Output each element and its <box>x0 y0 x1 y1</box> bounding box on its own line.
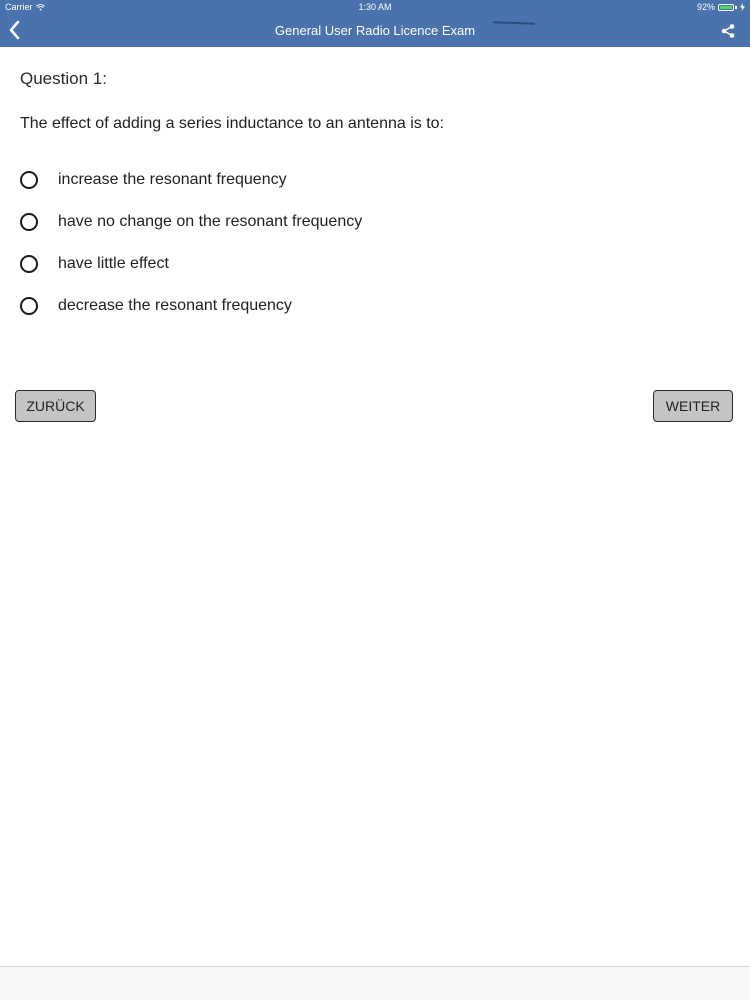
previous-button[interactable]: ZURÜCK <box>15 390 96 422</box>
status-right <box>697 0 745 14</box>
radio-button[interactable] <box>20 297 38 315</box>
carrier-label: Carrier <box>5 2 33 12</box>
battery-tip <box>735 6 737 9</box>
answer-option[interactable] <box>20 159 720 201</box>
share-icon <box>720 23 736 39</box>
battery-icon <box>718 4 734 11</box>
status-bar <box>0 0 750 14</box>
charging-icon <box>740 3 745 11</box>
answer-option-label: decrease the resonant frequency <box>58 297 292 314</box>
answer-option[interactable] <box>20 243 720 285</box>
answer-option-label: have little effect <box>58 255 169 272</box>
bottom-toolbar <box>0 966 750 1000</box>
question-number: Question 1: <box>20 69 107 88</box>
share-button[interactable] <box>720 23 736 39</box>
answer-option[interactable] <box>20 201 720 243</box>
answer-option[interactable] <box>20 285 720 327</box>
battery-level <box>720 6 732 9</box>
answer-option-label: have no change on the resonant frequency <box>58 213 363 230</box>
radio-button[interactable] <box>20 171 38 189</box>
answer-option-label: increase the resonant frequency <box>58 171 287 188</box>
status-time: 1:30 AM <box>358 2 392 12</box>
radio-button[interactable] <box>20 255 38 273</box>
answer-options <box>20 159 720 327</box>
nav-title: General User Radio Licence Exam <box>274 23 476 38</box>
header <box>0 0 750 47</box>
battery-percent: 92% <box>696 2 715 12</box>
question-text: The effect of adding a series inductance to an antenna is to: <box>20 115 444 132</box>
next-button[interactable]: WEITER <box>653 390 733 422</box>
nav-bar <box>0 14 750 47</box>
radio-button[interactable] <box>20 213 38 231</box>
